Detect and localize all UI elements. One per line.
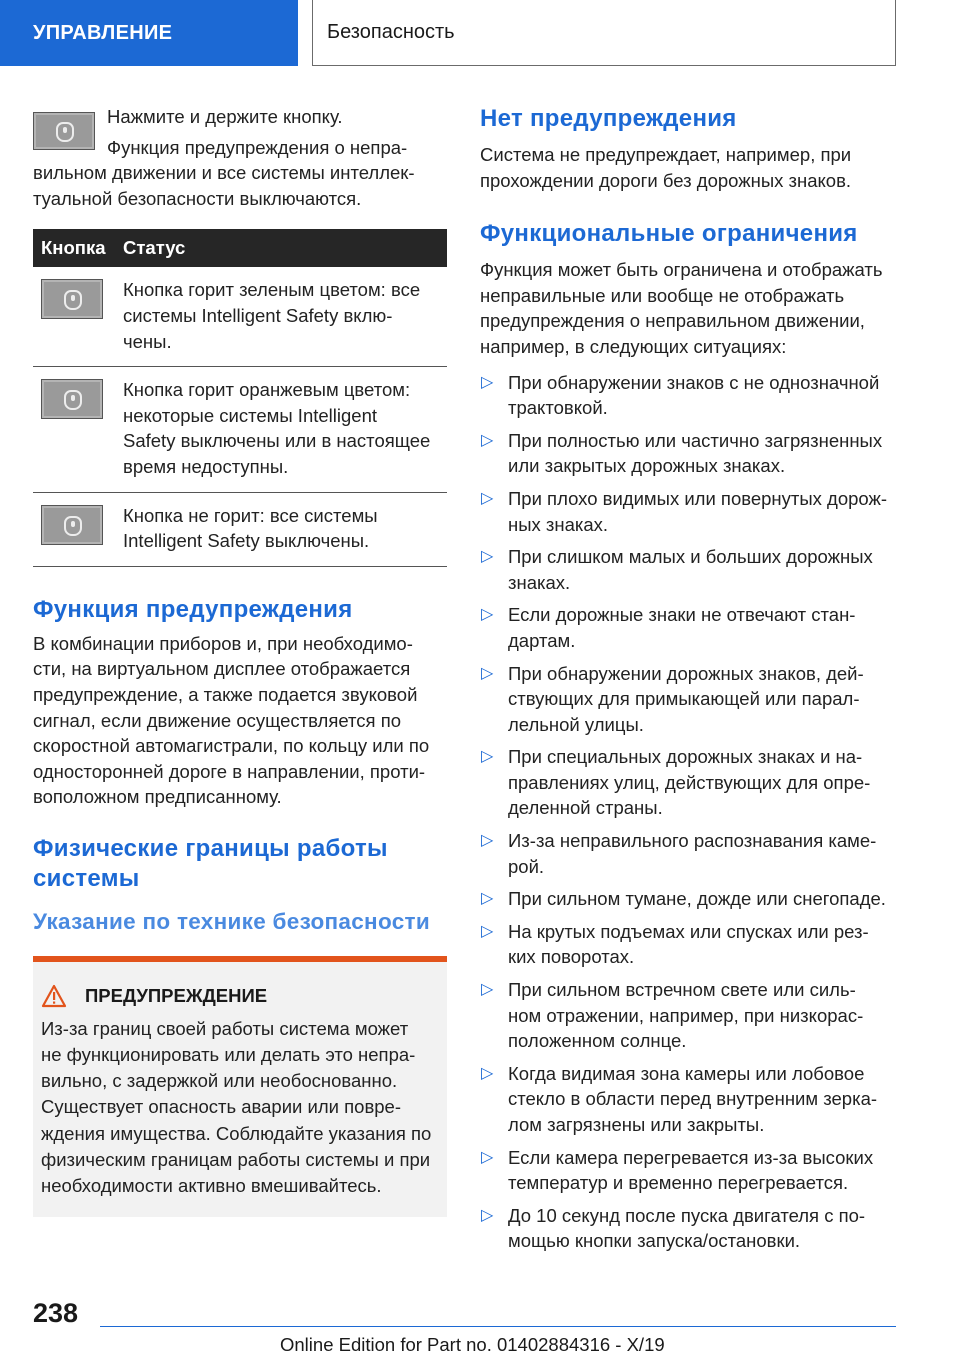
list-item-line: Из-за неправильного распознавания каме- bbox=[508, 830, 877, 852]
left-column bbox=[33, 104, 447, 1217]
bullet-arrow-icon: ▷ bbox=[481, 1148, 494, 1166]
body-line: сти, на виртуальном дисплее отображается bbox=[33, 658, 411, 680]
list-item-line: Когда видимая зона камеры или лобовое bbox=[508, 1062, 865, 1084]
list-item-line: При специальных дорожных знаках и на- bbox=[508, 746, 863, 768]
chapter-title: Безопасность bbox=[327, 21, 455, 43]
list-item-line: При обнаружении знаков с не однозначной bbox=[508, 371, 880, 393]
list-item bbox=[480, 544, 900, 595]
bullet-arrow-icon: ▷ bbox=[481, 1206, 494, 1224]
warning-line: Из-за границ своей работы система может bbox=[41, 1017, 409, 1039]
intro-second-line-c: туальной безопасности выключаются. bbox=[33, 187, 362, 209]
bullet-arrow-icon: ▷ bbox=[481, 1064, 494, 1082]
list-item-line: На крутых подъемах или спусках или рез- bbox=[508, 920, 869, 942]
list-item bbox=[480, 744, 900, 821]
footer-edition: Online Edition for Part no. 01402884316 - X/19 bbox=[280, 1334, 665, 1355]
section-title: УПРАВЛЕНИЕ bbox=[33, 21, 173, 44]
list-item-line: При плохо видимых или повернутых дорож- bbox=[508, 487, 888, 509]
bullet-arrow-icon: ▷ bbox=[481, 981, 494, 999]
list-item-line: ких поворотах. bbox=[508, 946, 635, 968]
safety-button-off-icon bbox=[41, 505, 103, 545]
list-item-line: При сильном встречном свете или силь- bbox=[508, 979, 856, 1001]
status-text: Safety выключены или в настоящее bbox=[123, 430, 431, 452]
list-item-line: положенном солнце. bbox=[508, 1030, 687, 1052]
list-item-line: мощью кнопки запуска/остановки. bbox=[508, 1230, 801, 1252]
list-item-line: дартам. bbox=[508, 629, 576, 651]
list-item bbox=[480, 1203, 900, 1254]
list-item-line: температур и временно перегревается. bbox=[508, 1172, 849, 1194]
body-line: В комбинации приборов и, при необходимо- bbox=[33, 632, 413, 654]
intro-second-line-a: Функция предупреждения о непра- bbox=[107, 136, 408, 158]
chapter-header bbox=[312, 0, 896, 66]
limitations-list bbox=[480, 370, 900, 1254]
safety-button-green-icon bbox=[41, 279, 103, 319]
warning-line: физическим границам работы системы и при bbox=[41, 1148, 431, 1170]
bullet-arrow-icon: ▷ bbox=[481, 922, 494, 940]
list-item-line: Если камера перегревается из-за высоких bbox=[508, 1146, 874, 1168]
list-item-line: трактовкой. bbox=[508, 397, 608, 419]
list-item bbox=[480, 602, 900, 653]
warning-box-title: ПРЕДУПРЕЖДЕНИЕ bbox=[85, 984, 268, 1006]
bullet-arrow-icon: ▷ bbox=[481, 548, 494, 566]
bullet-arrow-icon: ▷ bbox=[481, 431, 494, 449]
list-item-line: ном отражении, например, при низкорас- bbox=[508, 1004, 864, 1026]
list-item-line: Если дорожные знаки не отвечают стан- bbox=[508, 604, 856, 626]
warning-line: вильно, с задержкой или необоснованно. bbox=[41, 1070, 398, 1092]
safety-note-title: Указание по технике безопасности bbox=[33, 908, 430, 934]
status-text: время недоступны. bbox=[123, 455, 289, 477]
list-item-line: стекло в области перед внутренним зерка- bbox=[508, 1088, 878, 1110]
status-text: Кнопка горит зеленым цветом: все bbox=[123, 279, 421, 301]
status-text: Кнопка горит оранжевым цветом: bbox=[123, 379, 411, 401]
warning-triangle-icon bbox=[41, 984, 67, 1008]
list-item bbox=[480, 370, 900, 421]
warning-function-body bbox=[33, 631, 447, 810]
table-row bbox=[33, 267, 447, 367]
bullet-arrow-icon: ▷ bbox=[481, 664, 494, 682]
body-line: предупреждения о неправильном движении, bbox=[480, 310, 865, 332]
limits-title-line: системы bbox=[33, 864, 140, 892]
list-item-line: лельной улицы. bbox=[508, 713, 644, 735]
list-item bbox=[480, 828, 900, 879]
status-text: системы Intelligent Safety вклю- bbox=[123, 304, 393, 326]
body-line: воположном предписанному. bbox=[33, 786, 282, 808]
table-row bbox=[33, 493, 447, 567]
status-text: некоторые системы Intelligent bbox=[123, 404, 377, 426]
table-col-status: Статус bbox=[123, 237, 186, 259]
no-warning-title: Нет предупреждения bbox=[480, 105, 737, 132]
list-item-line: ствующих для примыкающей или парал- bbox=[508, 688, 860, 710]
list-item-line: ных знаках. bbox=[508, 513, 609, 535]
limits-title bbox=[33, 834, 447, 894]
intro-block bbox=[33, 104, 447, 211]
table-col-button: Кнопка bbox=[41, 237, 106, 259]
list-item bbox=[480, 428, 900, 479]
body-line: Система не предупреждает, например, при bbox=[480, 144, 852, 165]
list-item-line: правлениях улиц, действующих для опре- bbox=[508, 771, 871, 793]
warning-box bbox=[33, 956, 447, 1217]
bullet-arrow-icon: ▷ bbox=[481, 890, 494, 908]
list-item-line: или закрытых дорожных знаках. bbox=[508, 455, 786, 477]
list-item bbox=[480, 886, 900, 912]
warning-box-header bbox=[41, 984, 439, 1008]
table-row bbox=[33, 367, 447, 492]
bullet-arrow-icon: ▷ bbox=[481, 832, 494, 850]
body-line: Функция может быть ограничена и отображать bbox=[480, 259, 883, 281]
right-column bbox=[480, 104, 900, 1261]
no-warning-body bbox=[480, 142, 900, 193]
list-item-line: деленной страны. bbox=[508, 797, 663, 819]
list-item-line: лом загрязнены или закрыты. bbox=[508, 1114, 765, 1135]
body-line: неправильные или вообще не отображать bbox=[480, 284, 845, 306]
bullet-arrow-icon: ▷ bbox=[481, 373, 494, 391]
body-line: например, в следующих ситуациях: bbox=[480, 335, 787, 357]
warning-line: не функционировать или делать это непра- bbox=[41, 1044, 416, 1066]
body-line: односторонней дороге в направлении, проти- bbox=[33, 760, 426, 782]
body-line: предупреждение, а также подается звуковой bbox=[33, 683, 418, 705]
list-item-line: знаках. bbox=[508, 571, 571, 593]
bullet-arrow-icon: ▷ bbox=[481, 606, 494, 624]
warning-line: необходимости активно вмешивайтесь. bbox=[41, 1175, 382, 1197]
warning-function-title: Функция предупреждения bbox=[33, 595, 353, 623]
list-item-line: При сильном тумане, дожде или снегопаде. bbox=[508, 888, 886, 910]
status-text: Intelligent Safety выключены. bbox=[123, 530, 370, 552]
status-text: Кнопка не горит: все системы bbox=[123, 504, 378, 526]
table-header bbox=[33, 229, 447, 267]
list-item-line: При обнаружении дорожных знаков, дей- bbox=[508, 662, 864, 684]
warning-line: Существует опасность аварии или повре- bbox=[41, 1096, 402, 1118]
bullet-arrow-icon: ▷ bbox=[481, 748, 494, 766]
limits-title-line: Физические границы работы bbox=[33, 834, 388, 862]
status-text: чены. bbox=[123, 330, 172, 352]
list-item bbox=[480, 1061, 900, 1138]
body-line: скоростной автомагистрали, по кольцу или по bbox=[33, 735, 430, 757]
warning-box-body bbox=[41, 1016, 439, 1199]
list-item-line: При слишком малых и больших дорожных bbox=[508, 546, 873, 568]
limitations-title: Функциональные ограничения bbox=[480, 220, 858, 248]
list-item-line: До 10 секунд после пуска двигателя с по- bbox=[508, 1204, 866, 1226]
intro-second-line-b: вильном движении и все системы интеллек- bbox=[33, 162, 415, 184]
status-table bbox=[33, 229, 447, 566]
list-item bbox=[480, 919, 900, 970]
body-line: сигнал, если движение осуществляется по bbox=[33, 709, 402, 731]
warning-line: ждения имущества. Соблюдайте указания по bbox=[41, 1122, 432, 1144]
list-item bbox=[480, 486, 900, 537]
list-item bbox=[480, 661, 900, 738]
safety-button-orange-icon bbox=[41, 379, 103, 419]
page-number: 238 bbox=[33, 1298, 79, 1328]
body-line: прохождении дороги без дорожных знаков. bbox=[480, 169, 852, 191]
footer-divider bbox=[100, 1326, 896, 1327]
safety-button-icon bbox=[33, 112, 95, 150]
list-item-line: рой. bbox=[508, 855, 545, 877]
limitations-body bbox=[480, 257, 900, 359]
list-item bbox=[480, 977, 900, 1054]
list-item-line: При полностью или частично загрязненных bbox=[508, 429, 883, 451]
section-tab bbox=[0, 0, 298, 66]
intro-first-line: Нажмите и держите кнопку. bbox=[107, 106, 343, 127]
list-item bbox=[480, 1145, 900, 1196]
bullet-arrow-icon: ▷ bbox=[481, 489, 494, 507]
